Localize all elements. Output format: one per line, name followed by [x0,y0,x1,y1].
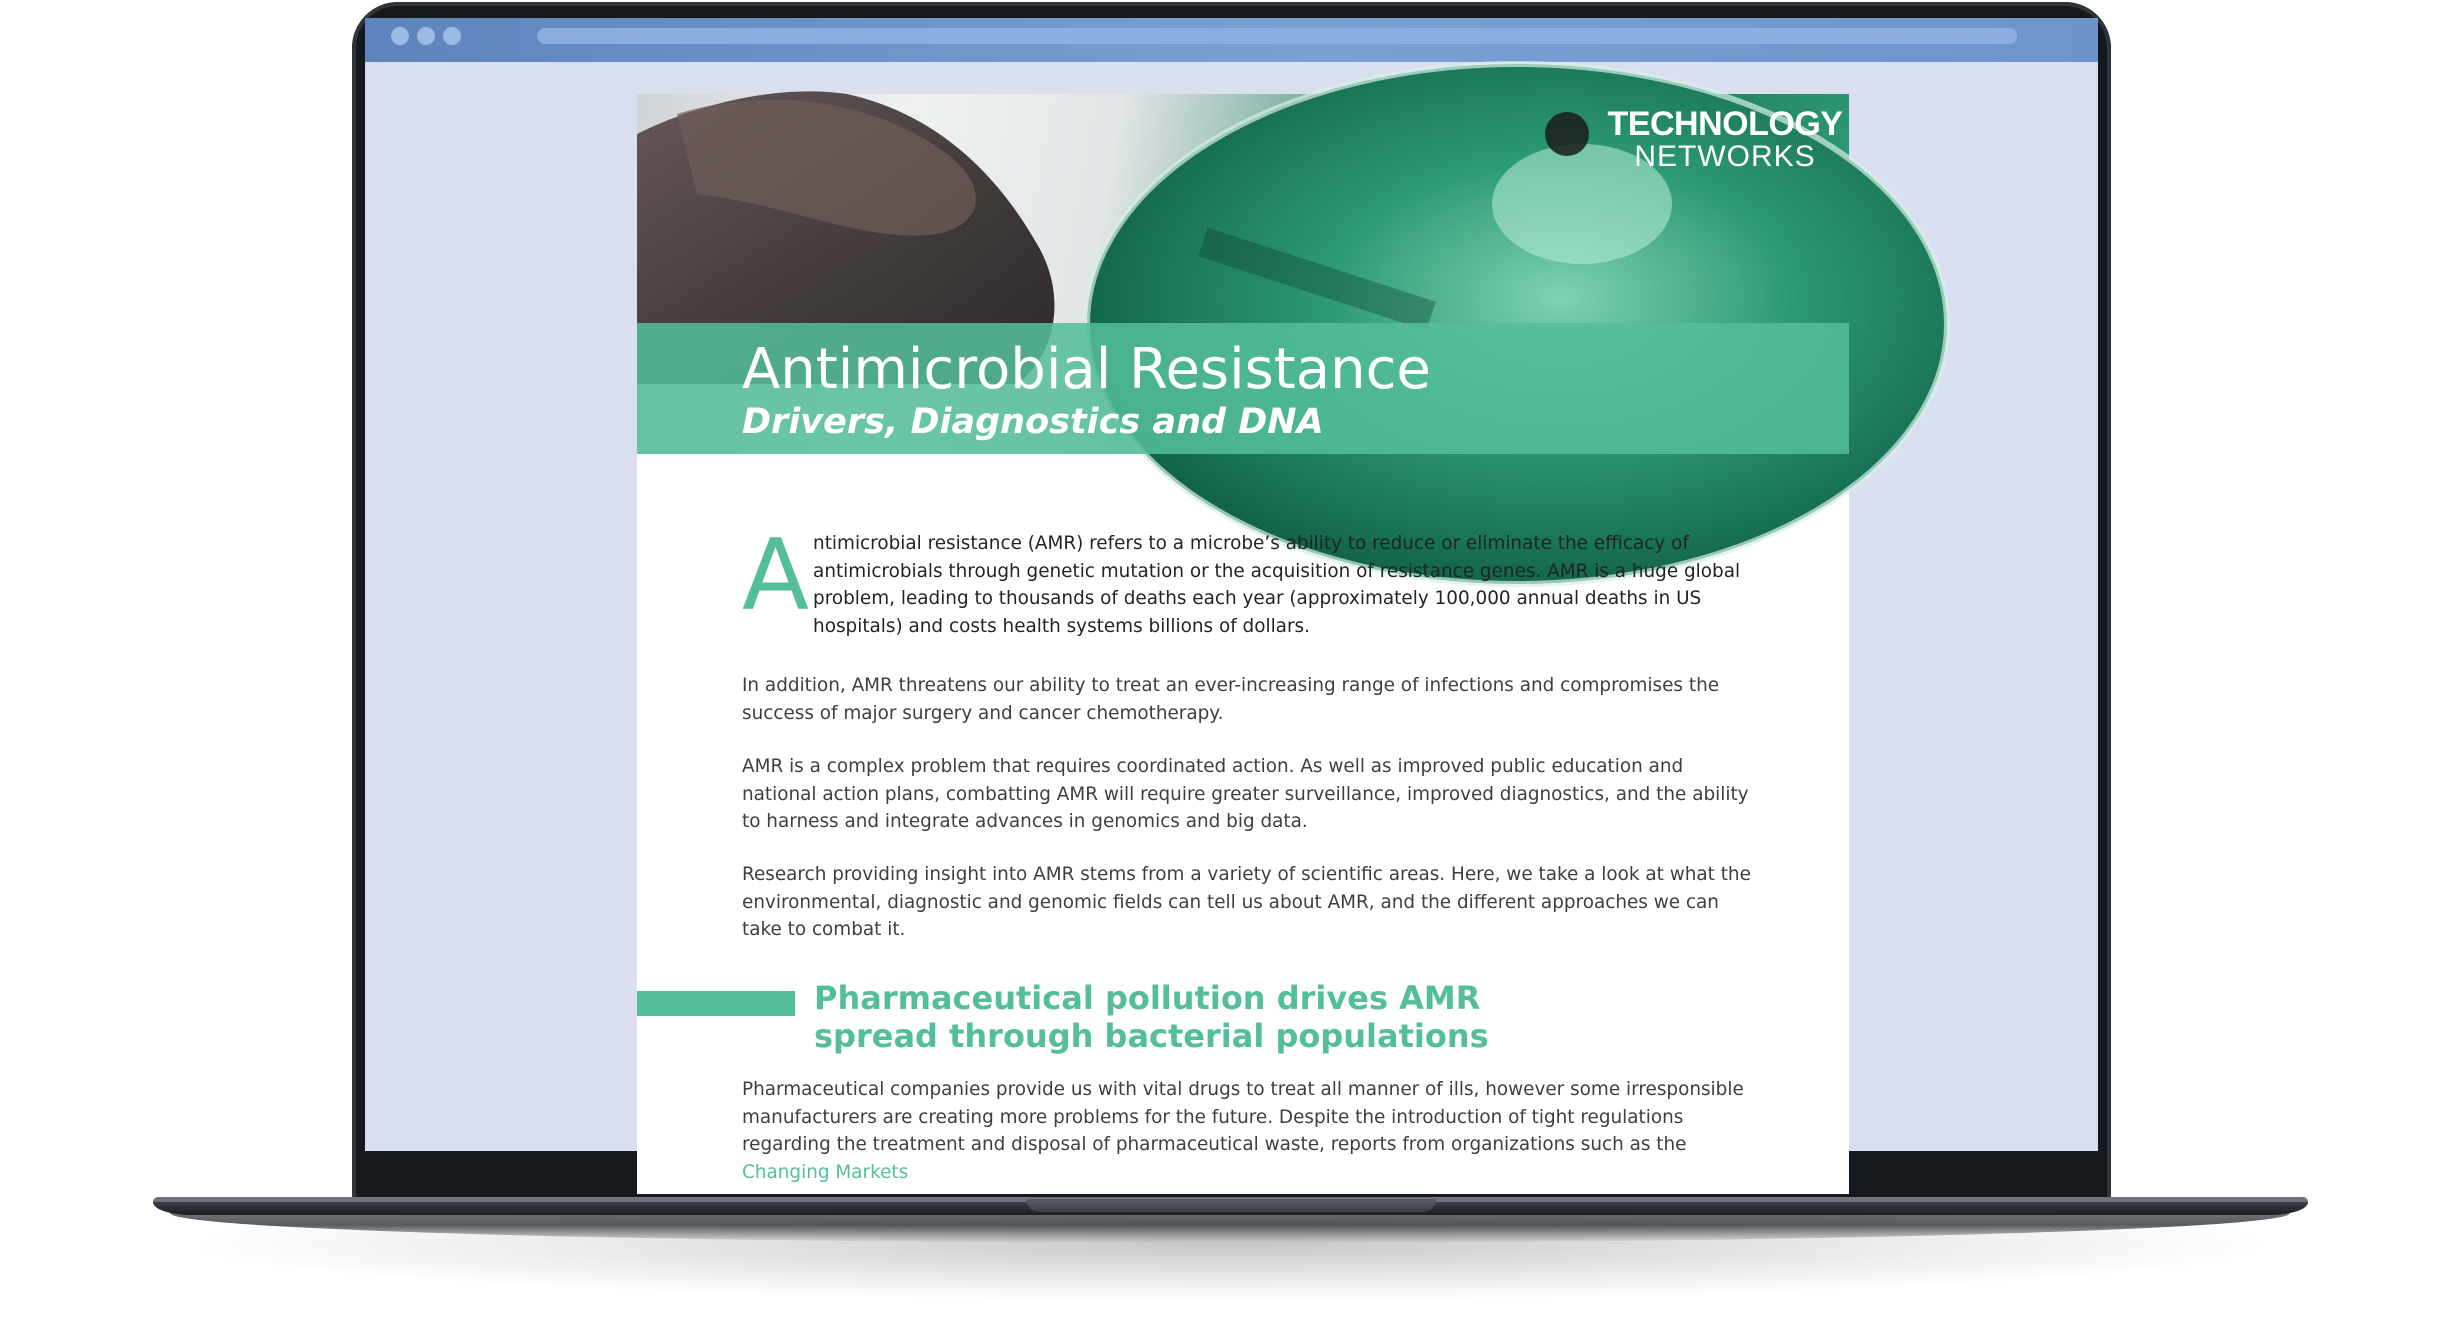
laptop-hinge-notch [1026,1199,1436,1212]
browser-title-bar [365,18,2098,62]
laptop-screen [365,18,2098,1183]
paragraph-5 [742,1076,1752,1186]
logo-line2: NETWORKS [1634,140,1816,173]
changing-markets-link[interactable]: Changing Markets [742,1161,909,1183]
hero-image [637,94,1849,454]
paragraph-2: In addition, AMR threatens our ability to treat an ever-increasing range of infections and compromises the success of major surgery and cancer chemotherapy. [742,675,1720,724]
dropcap-letter: A [742,519,810,633]
document-page [637,94,1849,1194]
section-heading: Pharmaceutical pollution drives AMR spread through bacterial populations [814,979,1489,1055]
window-minimize-dot-icon[interactable] [417,27,435,45]
section-accent-bar [637,991,795,1016]
window-close-dot-icon[interactable] [391,27,409,45]
intro-text: ntimicrobial resistance (AMR) refers to a microbe’s ability to reduce or eliminate the efficacy of antimicrobials through genetic mutation or the acquisition of resistance genes. AMR is a huge global problem, leading to thousands of deaths each year (approximately 100,000 annual deaths in US hospitals) and costs health systems billions of dollars. [813,533,1741,637]
window-maximize-dot-icon[interactable] [443,27,461,45]
paragraph-5-text: Pharmaceutical companies provide us with vital drugs to treat all manner of ills, however some irresponsible manufacturers are creating more problems for the future. Despite the introduction of tight regulations regarding the treatment and disposal of pharmaceutical waste, reports from organizations such as the [742,1079,1744,1155]
intro-paragraph [742,519,1752,640]
logo-line1: TECHNOLOGY [1607,105,1843,143]
page-title: Antimicrobial Resistance [742,337,1431,402]
address-bar[interactable] [537,28,2017,44]
technology-networks-logo-icon[interactable] [1605,106,1845,172]
paragraph-4: Research providing insight into AMR stems from a variety of scientific areas. Here, we take a look at what the environmental, diagnostic and genomic fields can tell us about AMR, and the different approaches we can take to combat it. [742,864,1751,940]
page-subtitle: Drivers, Diagnostics and DNA [742,402,1324,442]
paragraph-3: AMR is a complex problem that requires coordinated action. As well as improved public education and national action plans, combatting AMR will require greater surveillance, improved diagnostics, and the ability to harness and integrate advances in genomics and big data. [742,756,1749,832]
